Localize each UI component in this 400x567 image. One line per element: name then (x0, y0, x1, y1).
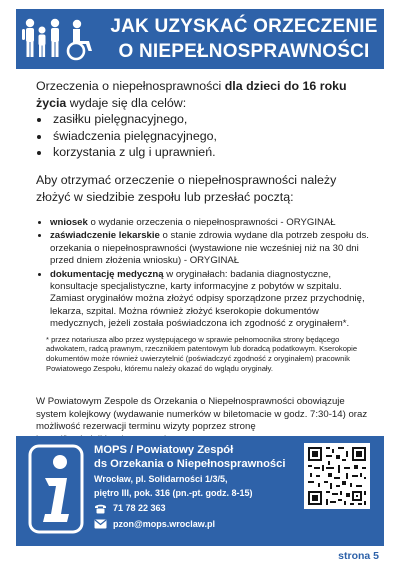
list-item (50, 269, 372, 331)
list-item: • korzystania z ulg i uprawnień. (51, 144, 372, 161)
doc-text: o wydanie orzeczenia o niepełnosprawności - ORYGINAŁ (87, 217, 336, 228)
info-icon (28, 444, 84, 539)
footnote: * przez notariusza albo przez występującego w sprawie pełnomocnika strony będącego adwokatem, radcą prawnym, rzecznikiem patentowym lub doradcą podatkowym. Kserokopie dokumentów może również uwierzytelnić (poświadczyć zgodność z oryginałem) pracownik Powiatowego Zespołu, któremu należy okazać do wglądu oryginały. (46, 334, 358, 373)
doc-text: o stanie zdrowia wydane dla potrzeb zespołu ds. orzekania o niepełnosprawności (wystawione nie wcześniej niż na 30 dni przed dniem złożenia wniosku) - ORYGINAŁ (50, 230, 369, 267)
list-item: • świadczenia pielęgnacyjnego, (51, 128, 372, 145)
title-line-2: O NIEPEŁNOSPRAWNOŚCI (118, 41, 370, 62)
contact-title-line-2: ds Orzekania o Niepełnosprawności (94, 458, 286, 470)
list-item (50, 217, 372, 229)
contact-title (94, 443, 294, 471)
howto-paragraph: Aby otrzymać orzeczenie o niepełnosprawności należy złożyć w siedzibie zespołu lub przesłać pocztą: (36, 173, 337, 204)
purpose-list (36, 111, 372, 161)
phone-number: 71 78 22 363 (113, 503, 166, 513)
contact-address (94, 472, 294, 500)
list-item: • zasiłku pielęgnacyjnego, (51, 111, 372, 128)
page-number: strona 5 (338, 550, 379, 562)
contact-title-line-1: MOPS / Powiatowy Zespół (94, 444, 234, 456)
intro-text-before: Orzeczenia o niepełnosprawności (36, 79, 225, 93)
doc-text: w oryginałach: badania diagnostyczne, konsultacje specjalistyczne, karty informacyjne z pobytów w szpitalu. Zamiast oryginałów można złożyć odpisy sporządzone przez przychodnię, lekarza, szpital. Można również złożyć kserokopie dokumentów medycznych, jeżeli została poświadczona ich zgodność z oryginałem*. (50, 268, 365, 330)
page-title (104, 14, 384, 64)
intro-paragraph (36, 78, 372, 111)
doc-bold: dokumentację medyczną (50, 268, 164, 280)
email-icon (94, 519, 107, 529)
intro-section (36, 78, 372, 161)
howto-section (36, 172, 372, 373)
address-line-2: piętro III, pok. 316 (pn.-pt. godz. 8-15) (94, 488, 253, 498)
title-line-1: JAK UZYSKAĆ ORZECZENIE (110, 16, 378, 37)
queue-paragraph: W Powiatowym Zespole ds Orzekania o Niepełnosprawności obowiązuje system kolejkowy (wydawanie numerków w biletomacie w godz. 7:30-14) oraz możliwość rezerwacji terminu wizyty poprzez stronę (36, 396, 368, 433)
documents-list (36, 217, 372, 331)
qr-code (304, 443, 370, 509)
people-disability-icon (16, 9, 104, 69)
intro-text-bold: dla dzieci do 16 roku życia (36, 79, 347, 110)
list-item (50, 230, 372, 267)
contact-text (94, 443, 294, 532)
address-line-1: Wrocław, pl. Solidarności 1/3/5, (94, 474, 228, 484)
email-link[interactable]: pzon@mops.wroclaw.pl (113, 519, 215, 529)
doc-bold: wniosek (50, 217, 88, 228)
contact-box (16, 436, 384, 546)
doc-bold: zaświadczenie lekarskie (50, 230, 160, 242)
phone-row (94, 500, 294, 516)
header-banner (16, 9, 384, 69)
intro-text-after: wydaje się dla celów: (66, 95, 187, 110)
email-row (94, 516, 294, 532)
phone-icon (94, 503, 107, 514)
